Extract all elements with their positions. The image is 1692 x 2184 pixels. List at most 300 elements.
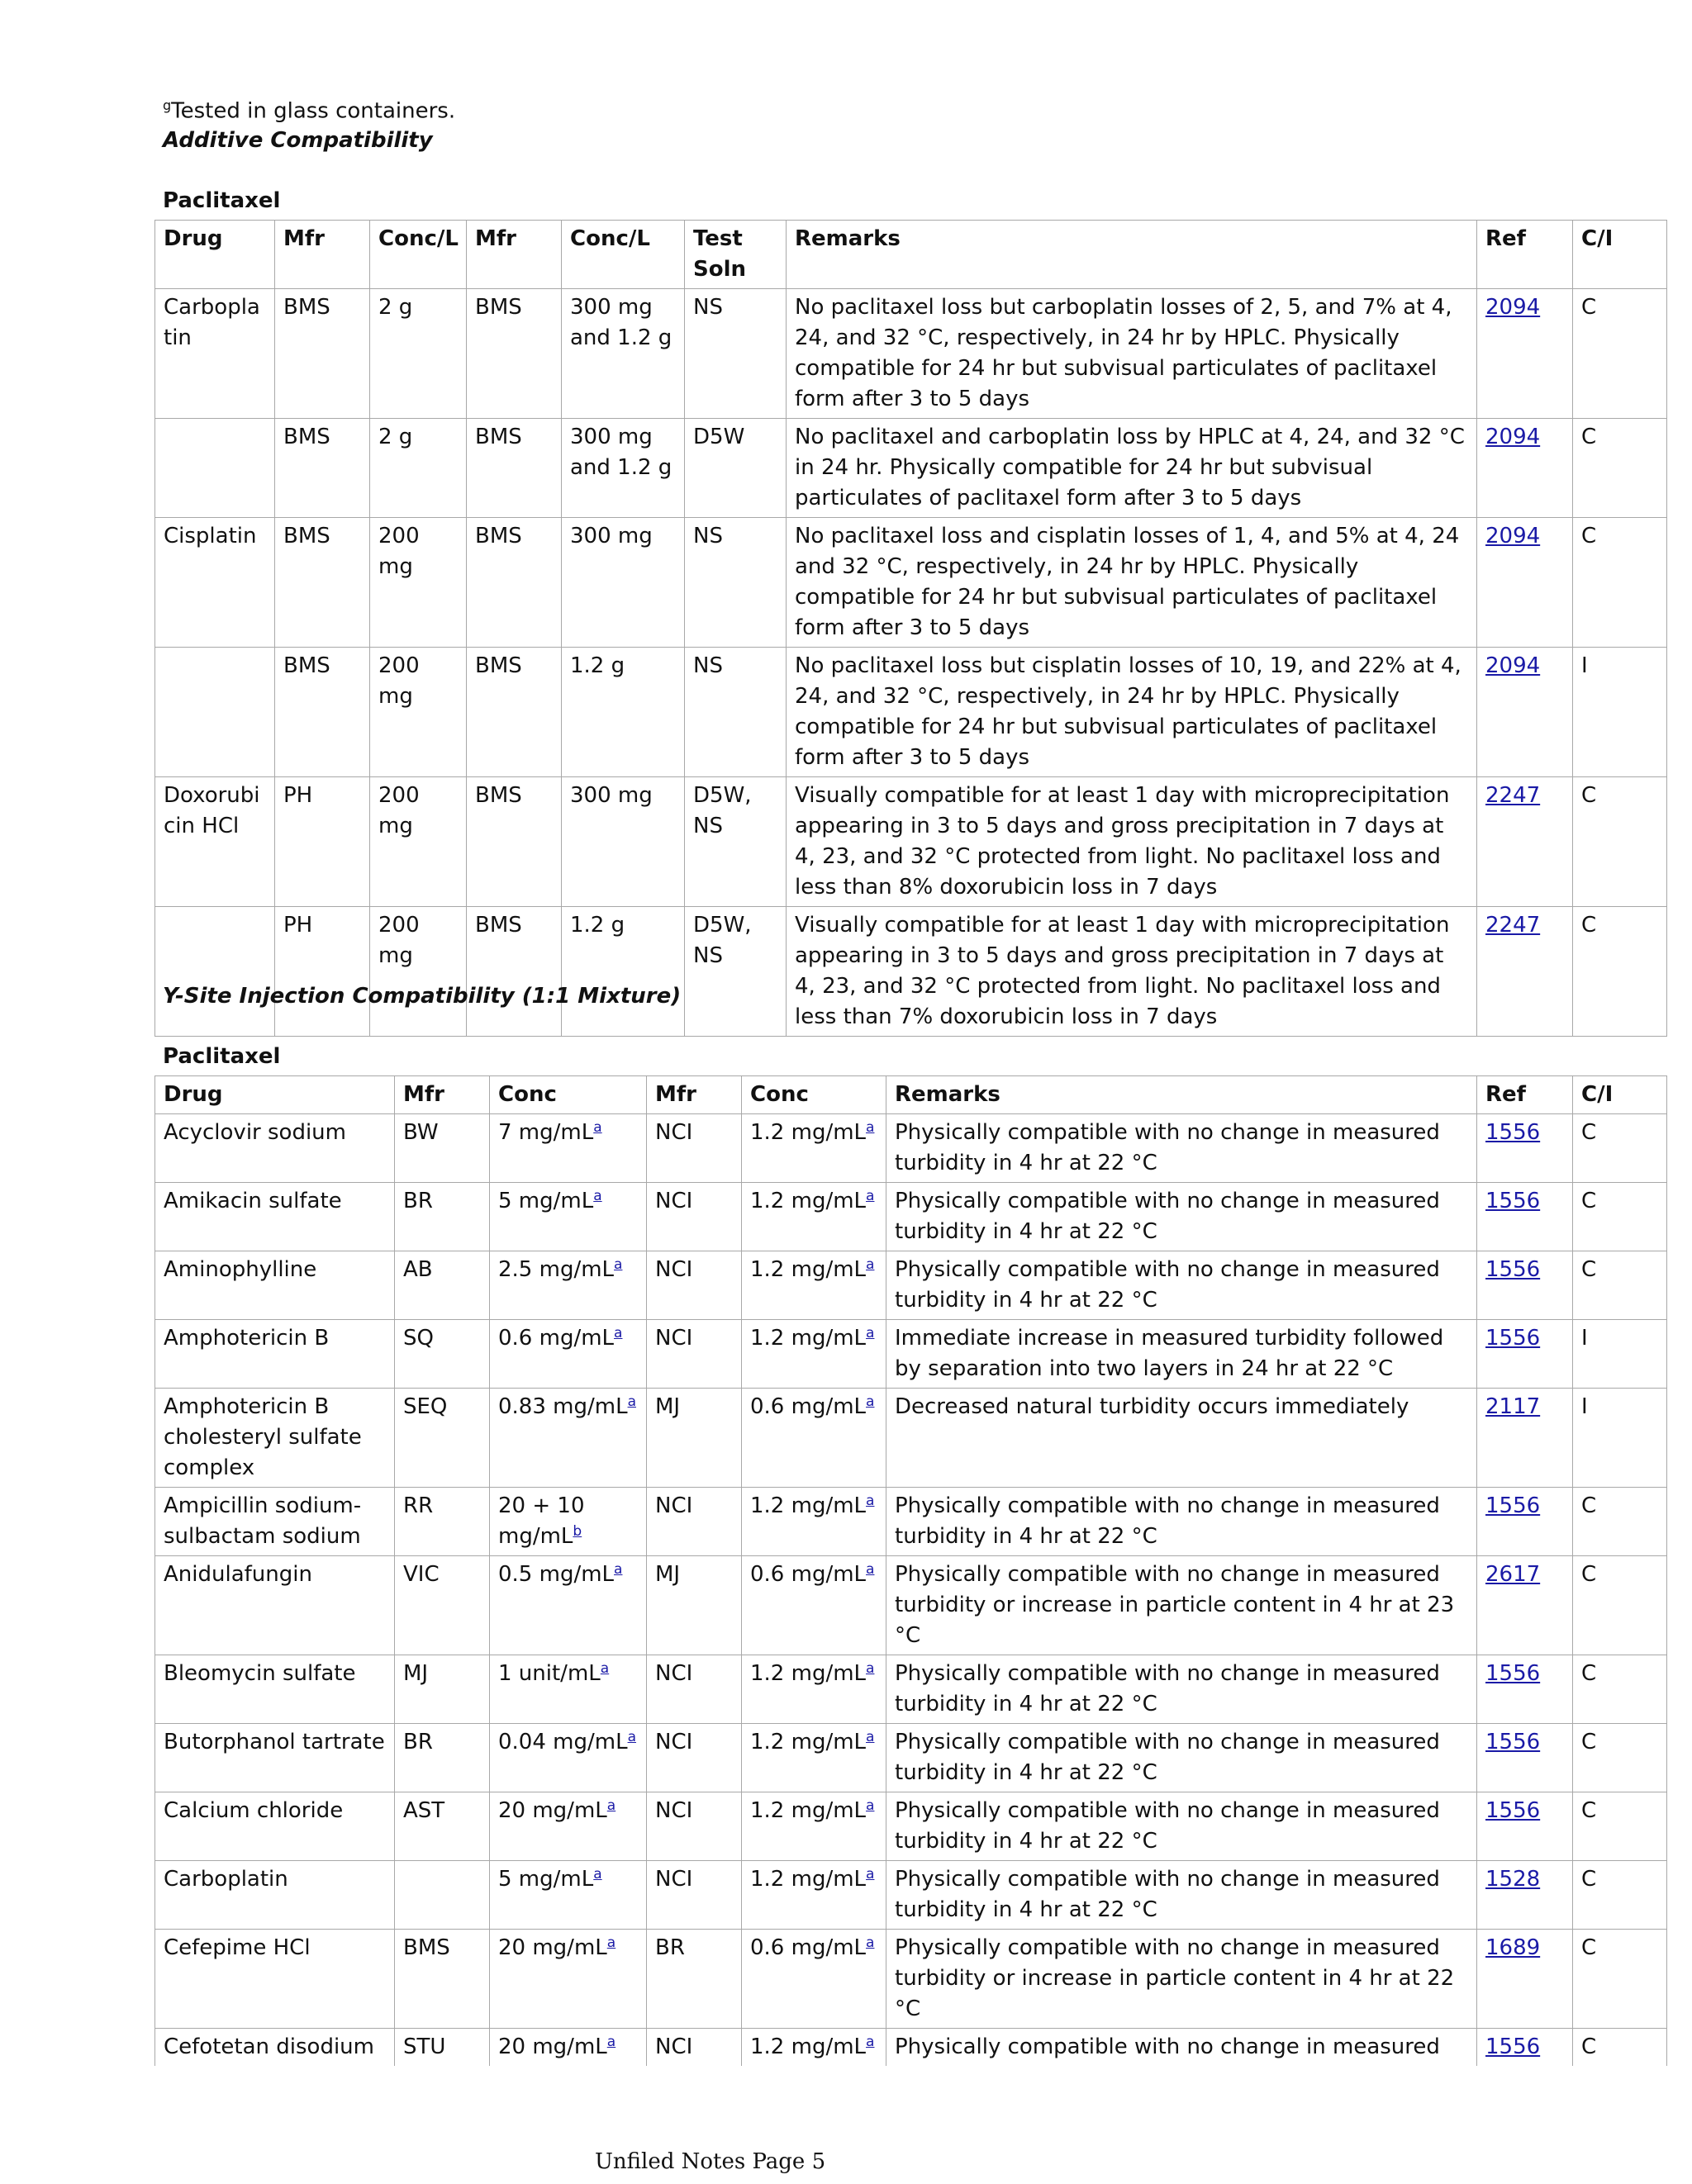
drug-cell xyxy=(155,907,275,1037)
remarks-cell-text: No paclitaxel and carboplatin loss by HPLC at 4, 24, and 32 °C in 24 hr. Physically compatible for 24 hr but subvisual particulates of paclitaxel form after 3 to 5 days xyxy=(795,425,1465,510)
footnote-link[interactable]: a xyxy=(866,1119,875,1136)
reference-link[interactable]: 2094 xyxy=(1485,295,1541,320)
ci-cell-text: C xyxy=(1581,1867,1597,1892)
remarks-cell xyxy=(886,1389,1477,1488)
footnote-link[interactable]: a xyxy=(593,1188,602,1204)
reference-link[interactable]: 2094 xyxy=(1485,425,1541,449)
conc-cell xyxy=(490,2029,647,2067)
ref-cell xyxy=(1477,1724,1573,1792)
conc-cell-text: 20 mg/mL xyxy=(498,1935,607,1960)
mfr-cell xyxy=(395,1655,490,1724)
remarks-cell-text: Physically compatible with no change in measured turbidity in 4 hr at 22 °C xyxy=(895,1730,1440,1785)
reference-link[interactable]: 2094 xyxy=(1485,524,1541,548)
footnote-marker xyxy=(593,1188,601,1204)
drug-cell-text: Amikacin sulfate xyxy=(164,1189,342,1213)
mfr-cell xyxy=(395,1556,490,1655)
ref-cell xyxy=(1477,1114,1573,1183)
reference-link[interactable]: 2617 xyxy=(1485,1562,1541,1587)
ci-cell-text: C xyxy=(1581,783,1597,808)
table-header-row xyxy=(155,1076,1667,1114)
conc-cell-text: 200 mg xyxy=(378,653,420,709)
mfr-cell xyxy=(395,1251,490,1320)
conc-cell xyxy=(742,1389,886,1488)
drug-cell xyxy=(155,1655,395,1724)
mfr-cell xyxy=(395,1183,490,1251)
footnote-link[interactable]: a xyxy=(606,2034,616,2050)
column-header: Mfr xyxy=(467,221,562,289)
footnote-marker xyxy=(866,1935,874,1951)
mfr-cell-text: NCI xyxy=(655,1798,693,1823)
footnote-link[interactable]: a xyxy=(627,1393,636,1410)
footnote-marker xyxy=(866,1729,874,1745)
conc-cell xyxy=(370,518,467,648)
footnote-marker xyxy=(866,1393,874,1410)
ref-cell xyxy=(1477,1251,1573,1320)
mfr-cell-text: NCI xyxy=(655,1189,693,1213)
drug-cell xyxy=(155,1556,395,1655)
conc-cell-text: 1.2 g xyxy=(570,653,625,678)
footnote-marker xyxy=(628,1393,636,1410)
footnote-link[interactable]: a xyxy=(627,1729,636,1745)
ysite-drug-heading: Paclitaxel xyxy=(163,1044,281,1069)
column-header: Conc xyxy=(490,1076,647,1114)
mfr-cell-text: BR xyxy=(403,1189,433,1213)
ci-cell-text: C xyxy=(1581,425,1597,449)
reference-link[interactable]: 1556 xyxy=(1485,1120,1541,1145)
drug-cell-text: Ampicillin sodium-sulbactam sodium xyxy=(164,1493,362,1549)
conc-cell xyxy=(370,648,467,777)
mfr-cell xyxy=(275,518,370,648)
test-soln-cell xyxy=(685,518,787,648)
conc-cell-text: 2.5 mg/mL xyxy=(498,1257,615,1282)
column-header: Conc xyxy=(742,1076,886,1114)
table-row xyxy=(155,518,1667,648)
footnote-link[interactable]: a xyxy=(866,1256,875,1273)
remarks-cell-text: Physically compatible with no change in measured turbidity or increase in particle content in 4 hr at 23 °C xyxy=(895,1562,1455,1648)
footnote-link[interactable]: a xyxy=(614,1561,623,1578)
conc-cell-text: 1.2 mg/mL xyxy=(750,1120,867,1145)
mfr-cell-text: BMS xyxy=(283,524,330,548)
mfr-cell xyxy=(395,2029,490,2067)
footnote-link[interactable]: a xyxy=(593,1866,602,1883)
drug-cell-text: Bleomycin sulfate xyxy=(164,1661,356,1686)
conc-cell-text: 1.2 mg/mL xyxy=(750,1730,867,1754)
conc-cell xyxy=(742,1320,886,1389)
test-soln-cell xyxy=(685,777,787,907)
remarks-cell-text: Physically compatible with no change in measured turbidity or increase in particle content in 4 hr at 22 °C xyxy=(895,1935,1455,2021)
column-header: Remarks xyxy=(886,1076,1477,1114)
column-header: Mfr xyxy=(395,1076,490,1114)
conc-cell-text: 300 mg and 1.2 g xyxy=(570,295,673,350)
mfr-cell xyxy=(647,1655,742,1724)
reference-link[interactable]: 2094 xyxy=(1485,653,1541,678)
test-soln-cell-text: D5W, NS xyxy=(693,783,752,838)
remarks-cell-text: No paclitaxel loss but cisplatin losses of 10, 19, and 22% at 4, 24, and 32 °C, respectively, in 24 hr by HPLC. Physically compatible for 24 hr but subvisual particulates of paclitaxel form after 3 to 5 days xyxy=(795,653,1461,770)
ci-cell xyxy=(1573,1114,1667,1183)
remarks-cell xyxy=(787,419,1477,518)
mfr-cell-text: NCI xyxy=(655,2034,693,2059)
drug-cell-text: Carboplatin xyxy=(164,295,260,350)
conc-cell xyxy=(490,1792,647,1861)
conc-cell xyxy=(742,1724,886,1792)
ci-cell-text: C xyxy=(1581,1493,1597,1518)
remarks-cell-text: Physically compatible with no change in measured turbidity in 4 hr at 22 °C xyxy=(895,1798,1440,1854)
test-soln-cell-text: NS xyxy=(693,653,723,678)
conc-cell-text: 1.2 mg/mL xyxy=(750,1257,867,1282)
remarks-cell xyxy=(886,1930,1477,2029)
footnote-marker: g xyxy=(163,97,172,113)
drug-cell-text: Cefotetan disodium xyxy=(164,2034,374,2059)
footnote-link[interactable]: a xyxy=(866,1493,875,1509)
remarks-cell-text: Visually compatible for at least 1 day with microprecipitation appearing in 3 to 5 days and gross precipitation in 7 days at 4, 23, and 32 °C protected from light. No paclitaxel loss and less than 8% doxorubicin loss in 7 days xyxy=(795,783,1450,900)
conc-cell-text: 20 + 10 mg/mL xyxy=(498,1493,585,1549)
drug-cell xyxy=(155,289,275,419)
additive-compatibility-table xyxy=(154,220,1667,1037)
test-soln-cell xyxy=(685,648,787,777)
drug-cell-text: Cisplatin xyxy=(164,524,257,548)
footnote-marker xyxy=(601,1660,609,1677)
table-row xyxy=(155,1251,1667,1320)
mfr-cell xyxy=(395,1488,490,1556)
footnote-link[interactable]: a xyxy=(866,1325,875,1341)
reference-link[interactable]: 1556 xyxy=(1485,1326,1541,1351)
table-row xyxy=(155,1183,1667,1251)
remarks-cell xyxy=(787,907,1477,1037)
remarks-cell xyxy=(886,2029,1477,2067)
conc-cell-text: 20 mg/mL xyxy=(498,2034,607,2059)
conc-cell-text: 1.2 g xyxy=(570,913,625,938)
mfr-cell-text: NCI xyxy=(655,1257,693,1282)
ref-cell xyxy=(1477,777,1573,907)
footnote-marker xyxy=(614,1256,622,1273)
table-row xyxy=(155,777,1667,907)
test-soln-cell xyxy=(685,419,787,518)
reference-link[interactable]: 2247 xyxy=(1485,783,1541,808)
table-row xyxy=(155,1114,1667,1183)
page-footer: Unfiled Notes Page 5 xyxy=(595,2149,826,2174)
footnote-link[interactable]: a xyxy=(593,1119,602,1136)
drug-cell-text: Carboplatin xyxy=(164,1867,288,1892)
mfr-cell-text: BMS xyxy=(475,295,522,320)
reference-link[interactable]: 1689 xyxy=(1485,1935,1541,1960)
footnote-link[interactable]: a xyxy=(606,1797,616,1814)
footnote-marker xyxy=(573,1523,582,1540)
footnote-link[interactable]: a xyxy=(866,2034,875,2050)
footnote-link[interactable]: a xyxy=(614,1256,623,1273)
ci-cell xyxy=(1573,2029,1667,2067)
table-row xyxy=(155,1724,1667,1792)
additive-section-title: Additive Compatibility xyxy=(163,128,433,153)
table-row xyxy=(155,1861,1667,1930)
conc-cell-text: 1.2 mg/mL xyxy=(750,1798,867,1823)
ci-cell xyxy=(1573,777,1667,907)
mfr-cell xyxy=(395,1792,490,1861)
column-header: Ref xyxy=(1477,221,1573,289)
ci-cell-text: C xyxy=(1581,2034,1597,2059)
mfr-cell xyxy=(467,777,562,907)
test-soln-cell xyxy=(685,907,787,1037)
reference-link[interactable]: 1556 xyxy=(1485,1493,1541,1518)
footnote-marker xyxy=(607,2034,615,2050)
remarks-cell xyxy=(886,1861,1477,1930)
table-row xyxy=(155,1320,1667,1389)
mfr-cell-text: BR xyxy=(655,1935,685,1960)
mfr-cell xyxy=(395,1861,490,1930)
remarks-cell xyxy=(886,1183,1477,1251)
column-header: Remarks xyxy=(787,221,1477,289)
ci-cell xyxy=(1573,1488,1667,1556)
conc-cell xyxy=(742,2029,886,2067)
ci-cell-text: C xyxy=(1581,1935,1597,1960)
conc-cell xyxy=(490,1320,647,1389)
remarks-cell xyxy=(787,777,1477,907)
reference-link[interactable]: 1556 xyxy=(1485,1189,1541,1213)
conc-cell xyxy=(742,1114,886,1183)
ci-cell xyxy=(1573,1724,1667,1792)
footnote-marker xyxy=(866,2034,874,2050)
remarks-cell-text: Physically compatible with no change in measured turbidity in 4 hr at 22 °C xyxy=(895,1189,1440,1244)
column-header: Ref xyxy=(1477,1076,1573,1114)
footnote-link[interactable]: a xyxy=(866,1729,875,1745)
ysite-section-title: Y-Site Injection Compatibility (1:1 Mixture) xyxy=(163,984,682,1009)
footnote-link[interactable]: a xyxy=(866,1660,875,1677)
mfr-cell-text: STU xyxy=(403,2034,446,2059)
ci-cell-text: C xyxy=(1581,1189,1597,1213)
ci-cell xyxy=(1573,518,1667,648)
ci-cell xyxy=(1573,907,1667,1037)
ci-cell-text: C xyxy=(1581,1257,1597,1282)
ref-cell xyxy=(1477,1655,1573,1724)
drug-cell-text: Acyclovir sodium xyxy=(164,1120,346,1145)
conc-cell xyxy=(742,1251,886,1320)
ci-cell-text: I xyxy=(1581,653,1588,678)
footnote-marker xyxy=(866,1561,874,1578)
mfr-cell xyxy=(647,1114,742,1183)
mfr-cell-text: MJ xyxy=(655,1394,681,1419)
conc-cell xyxy=(562,289,685,419)
footnote-link[interactable]: a xyxy=(866,1866,875,1883)
mfr-cell xyxy=(395,1930,490,2029)
mfr-cell xyxy=(275,907,370,1037)
reference-link[interactable]: 2247 xyxy=(1485,913,1541,938)
conc-cell-text: 1.2 mg/mL xyxy=(750,1867,867,1892)
footnote-link[interactable]: a xyxy=(866,1561,875,1578)
ref-cell xyxy=(1477,1930,1573,2029)
ref-cell xyxy=(1477,1320,1573,1389)
footnote-marker xyxy=(614,1561,622,1578)
mfr-cell-text: NCI xyxy=(655,1326,693,1351)
footnote-marker xyxy=(607,1935,615,1951)
footnote-link[interactable]: b xyxy=(573,1523,582,1540)
mfr-cell-text: BMS xyxy=(475,653,522,678)
footnote-marker xyxy=(866,1325,874,1341)
mfr-cell xyxy=(647,1930,742,2029)
ref-cell xyxy=(1477,1861,1573,1930)
remarks-cell-text: Physically compatible with no change in measured turbidity in 4 hr at 22 °C xyxy=(895,1120,1440,1175)
conc-cell-text: 1.2 mg/mL xyxy=(750,2034,867,2059)
footnote-link[interactable]: a xyxy=(606,1935,616,1951)
mfr-cell-text: BR xyxy=(403,1730,433,1754)
mfr-cell-text: BMS xyxy=(475,425,522,449)
remarks-cell-text: Physically compatible with no change in measured xyxy=(895,2034,1440,2059)
table-row xyxy=(155,419,1667,518)
mfr-cell xyxy=(647,1724,742,1792)
reference-link[interactable]: 1556 xyxy=(1485,2034,1541,2059)
footnote-text: Tested in glass containers. xyxy=(171,98,456,124)
additive-drug-heading: Paclitaxel xyxy=(163,188,281,213)
conc-cell xyxy=(490,1655,647,1724)
remarks-cell xyxy=(886,1114,1477,1183)
conc-cell-text: 0.04 mg/mL xyxy=(498,1730,628,1754)
mfr-cell-text: BMS xyxy=(283,653,330,678)
conc-cell xyxy=(490,1251,647,1320)
remarks-cell-text: Physically compatible with no change in measured turbidity in 4 hr at 22 °C xyxy=(895,1661,1440,1716)
mfr-cell-text: VIC xyxy=(403,1562,440,1587)
conc-cell xyxy=(490,1488,647,1556)
conc-cell xyxy=(490,1389,647,1488)
drug-cell xyxy=(155,518,275,648)
column-header: C/I xyxy=(1573,221,1667,289)
footnote-link[interactable]: a xyxy=(866,1797,875,1814)
footnote-marker xyxy=(866,1797,874,1814)
ci-cell xyxy=(1573,1556,1667,1655)
conc-cell-text: 300 mg xyxy=(570,783,653,808)
drug-cell xyxy=(155,1114,395,1183)
ci-cell xyxy=(1573,648,1667,777)
conc-cell-text: 1.2 mg/mL xyxy=(750,1189,867,1213)
reference-link[interactable]: 1556 xyxy=(1485,1798,1541,1823)
additive-table-body xyxy=(155,289,1667,1037)
footnote-link[interactable]: a xyxy=(866,1393,875,1410)
drug-cell xyxy=(155,1320,395,1389)
table-row xyxy=(155,289,1667,419)
drug-cell-text: Doxorubicin HCl xyxy=(164,783,260,838)
mfr-cell xyxy=(647,1792,742,1861)
mfr-cell-text: NCI xyxy=(655,1730,693,1754)
drug-cell-text: Amphotericin B xyxy=(164,1326,330,1351)
reference-link[interactable]: 1556 xyxy=(1485,1661,1541,1686)
mfr-cell xyxy=(275,289,370,419)
mfr-cell-text: BMS xyxy=(283,425,330,449)
conc-cell-text: 20 mg/mL xyxy=(498,1798,607,1823)
remarks-cell-text: Physically compatible with no change in measured turbidity in 4 hr at 22 °C xyxy=(895,1493,1440,1549)
table-header-row xyxy=(155,221,1667,289)
mfr-cell xyxy=(395,1114,490,1183)
column-header: Conc/L xyxy=(562,221,685,289)
footnote-link[interactable]: a xyxy=(600,1660,610,1677)
ci-cell-text: C xyxy=(1581,1661,1597,1686)
mfr-cell xyxy=(467,518,562,648)
remarks-cell-text: Physically compatible with no change in measured turbidity in 4 hr at 22 °C xyxy=(895,1867,1440,1922)
mfr-cell xyxy=(467,907,562,1037)
mfr-cell xyxy=(275,648,370,777)
drug-cell-text: Cefepime HCl xyxy=(164,1935,311,1960)
conc-cell xyxy=(490,1930,647,2029)
ci-cell-text: C xyxy=(1581,913,1597,938)
test-soln-cell-text: NS xyxy=(693,524,723,548)
footnote-marker xyxy=(593,1866,601,1883)
table-row xyxy=(155,907,1667,1037)
reference-link[interactable]: 1528 xyxy=(1485,1867,1541,1892)
conc-cell-text: 1 unit/mL xyxy=(498,1661,601,1686)
footnote-marker xyxy=(866,1188,874,1204)
table-row xyxy=(155,1556,1667,1655)
ci-cell-text: C xyxy=(1581,1798,1597,1823)
mfr-cell xyxy=(647,1183,742,1251)
mfr-cell xyxy=(467,419,562,518)
ci-cell-text: C xyxy=(1581,524,1597,548)
ci-cell xyxy=(1573,1930,1667,2029)
drug-cell xyxy=(155,2029,395,2067)
ci-cell xyxy=(1573,1389,1667,1488)
mfr-cell-text: MJ xyxy=(403,1661,429,1686)
mfr-cell xyxy=(395,1389,490,1488)
mfr-cell xyxy=(647,1389,742,1488)
column-header: C/I xyxy=(1573,1076,1667,1114)
ci-cell-text: C xyxy=(1581,295,1597,320)
reference-link[interactable]: 2117 xyxy=(1485,1394,1541,1419)
conc-cell xyxy=(370,289,467,419)
drug-cell xyxy=(155,777,275,907)
footnote-marker xyxy=(866,1866,874,1883)
mfr-cell-text: SEQ xyxy=(403,1394,448,1419)
reference-link[interactable]: 1556 xyxy=(1485,1730,1541,1754)
remarks-cell xyxy=(787,289,1477,419)
conc-cell xyxy=(490,1183,647,1251)
remarks-cell-text: Physically compatible with no change in measured turbidity in 4 hr at 22 °C xyxy=(895,1257,1440,1313)
mfr-cell-text: BMS xyxy=(283,295,330,320)
conc-cell-text: 200 mg xyxy=(378,783,420,838)
footnote-link[interactable]: a xyxy=(866,1935,875,1951)
reference-link[interactable]: 1556 xyxy=(1485,1257,1541,1282)
mfr-cell-text: RR xyxy=(403,1493,434,1518)
mfr-cell-text: MJ xyxy=(655,1562,681,1587)
conc-cell xyxy=(742,1556,886,1655)
conc-cell-text: 300 mg xyxy=(570,524,653,548)
conc-cell-text: 0.6 mg/mL xyxy=(750,1935,867,1960)
remarks-cell xyxy=(886,1655,1477,1724)
conc-cell xyxy=(562,648,685,777)
mfr-cell-text: NCI xyxy=(655,1493,693,1518)
footnote-link[interactable]: a xyxy=(614,1325,623,1341)
mfr-cell-text: NCI xyxy=(655,1120,693,1145)
mfr-cell xyxy=(647,1861,742,1930)
mfr-cell xyxy=(275,777,370,907)
ci-cell-text: I xyxy=(1581,1326,1588,1351)
remarks-cell xyxy=(886,1320,1477,1389)
mfr-cell-text: BMS xyxy=(475,524,522,548)
drug-cell xyxy=(155,1724,395,1792)
footnote-link[interactable]: a xyxy=(866,1188,875,1204)
remarks-cell-text: No paclitaxel loss and cisplatin losses of 1, 4, and 5% at 4, 24 and 32 °C, respectively, in 24 hr by HPLC. Physically compatible for 24 hr but subvisual particulates of paclitaxel form after 3 to 5 days xyxy=(795,524,1460,640)
remarks-cell xyxy=(886,1488,1477,1556)
mfr-cell-text: BW xyxy=(403,1120,439,1145)
ref-cell xyxy=(1477,648,1573,777)
mfr-cell xyxy=(647,1320,742,1389)
conc-cell xyxy=(742,1930,886,2029)
drug-cell xyxy=(155,419,275,518)
conc-cell xyxy=(562,777,685,907)
drug-cell-text: Calcium chloride xyxy=(164,1798,344,1823)
remarks-cell xyxy=(787,648,1477,777)
ci-cell xyxy=(1573,1861,1667,1930)
ci-cell-text: C xyxy=(1581,1120,1597,1145)
conc-cell-text: 200 mg xyxy=(378,524,420,579)
drug-cell xyxy=(155,1792,395,1861)
ci-cell xyxy=(1573,419,1667,518)
mfr-cell-text: BMS xyxy=(403,1935,450,1960)
footnote-marker xyxy=(628,1729,636,1745)
